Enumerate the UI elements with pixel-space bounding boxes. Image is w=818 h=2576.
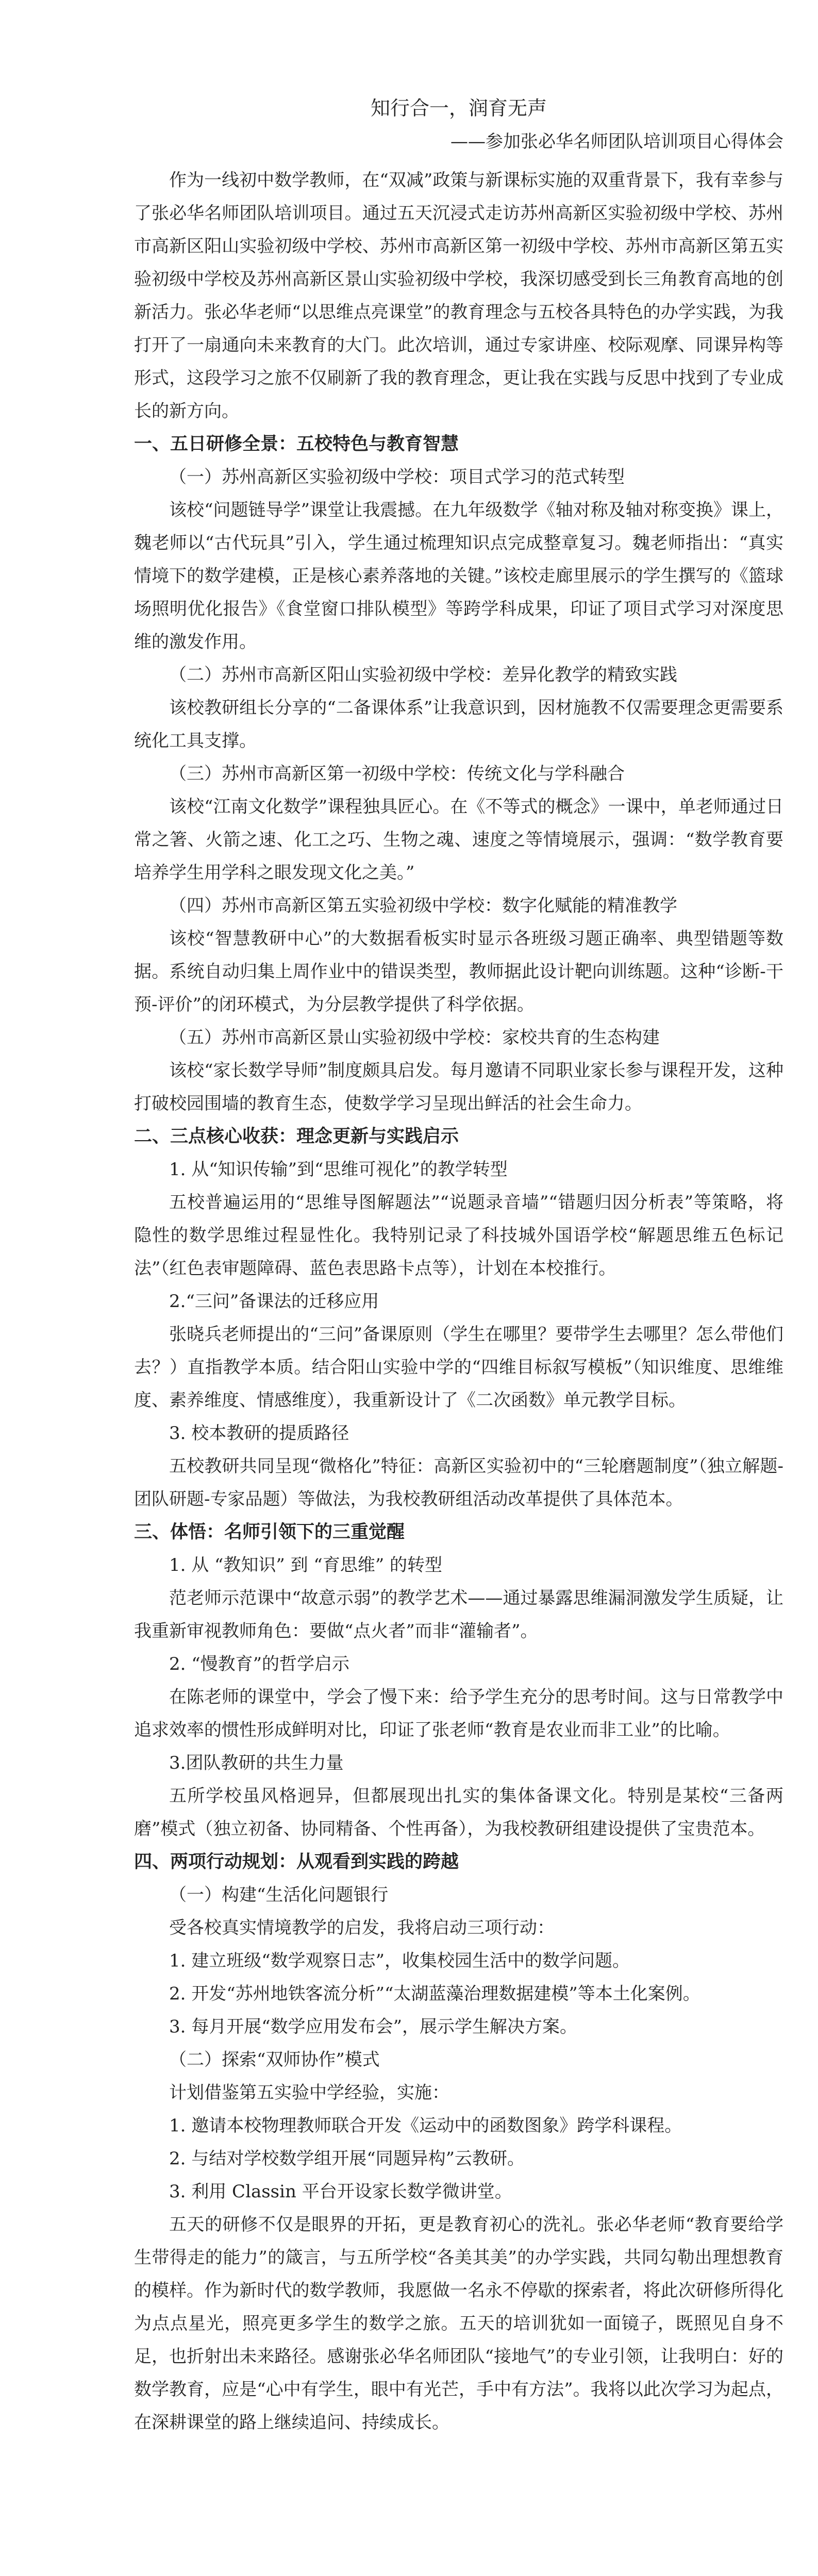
- section-4-item-2: 2. 开发“苏州地铁客流分析”“太湖蓝藻治理数据建模”等本土化案例。: [169, 1984, 700, 2004]
- section-1-para-3: 该校“江南文化数学”课程独具匠心。在《不等式的概念》一课中，单老师通过日常之箸、火箭之速、化工之巧、生物之魂、速度之等情境展示，强调：“数学教育要培养学生用学科之眼发现文化之美。”: [134, 796, 783, 883]
- section-1-sub-5: （五）苏州市高新区景山实验初级中学校：家校共育的生态构建: [169, 1027, 660, 1048]
- section-4-para-1: 受各校真实情境教学的启发，我将启动三项行动：: [169, 1918, 555, 1938]
- section-3-heading: 三、体悟：名师引领下的三重觉醒: [134, 1521, 405, 1543]
- document-title: 知行合一，润育无声: [370, 97, 547, 120]
- section-2-item-2: 2.“三问”备课法的迁移应用: [169, 1291, 379, 1312]
- section-3-item-1: 1. 从 “教知识” 到 “育思维” 的转型: [169, 1555, 443, 1575]
- section-3-para-3: 五所学校虽风格迥异，但都展现出扎实的集体备课文化。特别是某校“三备两磨”模式（独立初备、协同精备、个性再备），为我校教研组建设提供了宝贵范本。: [134, 1786, 783, 1839]
- section-3-item-3: 3.团队教研的共生力量: [169, 1753, 344, 1773]
- document-body: [134, 93, 783, 2439]
- section-4-item-1: 1. 建立班级“数学观察日志”，收集校园生活中的数学问题。: [169, 1951, 630, 1971]
- section-4-heading: 四、两项行动规划：从观看到实践的跨越: [134, 1851, 459, 1872]
- closing-paragraph: 五天的研修不仅是眼界的开拓，更是教育初心的洗礼。张必华老师“教育要给学生带得走的能力”的箴言，与五所学校“各美其美”的办学实践，共同勾勒出理想教育的模样。作为新时代的数学教师，我愿做一名永不停歇的探索者，将此次研修所得化为点点星光，照亮更多学生的数学之旅。五天的培训犹如一面镜子，既照见自身不足，也折射出未来路径。感谢张必华名师团队“接地气”的专业引领，让我明白：好的数学教育，应是“心中有学生，眼中有光芒，手中有方法”。我将以此次学习为起点，在深耕课堂的路上继续追问、持续成长。: [134, 2214, 783, 2433]
- section-4-item-4: 1. 邀请本校物理教师联合开发《运动中的函数图象》跨学科课程。: [169, 2115, 682, 2136]
- section-2-para-3: 五校教研共同呈现“微格化”特征：高新区实验初中的“三轮磨题制度”（独立解题-团队研题-专家品题）等做法，为我校教研组活动改革提供了具体范本。: [134, 1456, 783, 1510]
- section-2-heading: 二、三点核心收获：理念更新与实践启示: [134, 1126, 459, 1147]
- section-3-para-1: 范老师示范课中“故意示弱”的教学艺术——通过暴露思维漏洞激发学生质疑，让我重新审视教师角色：要做“点火者”而非“灌输者”。: [134, 1588, 783, 1641]
- section-4-item-5: 2. 与结对学校数学组开展“同题异构”云教研。: [169, 2148, 525, 2169]
- intro-paragraph: 作为一线初中数学教师，在“双减”政策与新课标实施的双重背景下，我有幸参与了张必华名师团队培训项目。通过五天沉浸式走访苏州高新区实验初级中学校、苏州市高新区阳山实验初级中学校、苏州市高新区第一初级中学校、苏州市高新区第五实验初级中学校及苏州高新区景山实验初级中学校，我深切感受到长三角教育高地的创新活力。张必华老师“以思维点亮课堂”的教育理念与五校各具特色的办学实践，为我打开了一扇通向未来教育的大门。此次培训，通过专家讲座、校际观摩、同课异构等形式，这段学习之旅不仅刷新了我的教育理念，更让我在实践与反思中找到了专业成长的新方向。: [134, 170, 783, 421]
- section-1-heading: 一、五日研修全景：五校特色与教育智慧: [134, 433, 459, 454]
- section-1-sub-1: （一）苏州高新区实验初级中学校：项目式学习的范式转型: [169, 467, 625, 487]
- section-2-para-1: 五校普遍运用的“思维导图解题法”“说题录音墙”“错题归因分析表”等策略，将隐性的数学思维过程显性化。我特别记录了科技城外国语学校“解题思维五色标记法”（红色表审题障碍、蓝色表思路卡点等），计划在本校推行。: [134, 1192, 783, 1279]
- section-2-item-1: 1. 从“知识传输”到“思维可视化”的教学转型: [169, 1159, 508, 1180]
- section-4-sub-2: （二）探索“双师协作”模式: [169, 2049, 380, 2070]
- document-subtitle: ——参加张必华名师团队培训项目心得体会: [450, 131, 783, 152]
- section-1-para-4: 该校“智慧教研中心”的大数据看板实时显示各班级习题正确率、典型错题等数据。系统自动归集上周作业中的错误类型，教师据此设计靶向训练题。这种“诊断-干预-评价”的闭环模式，为分层教学提供了科学依据。: [134, 928, 783, 1015]
- section-1-para-5: 该校“家长数学导师”制度颇具启发。每月邀请不同职业家长参与课程开发，这种打破校园围墙的教育生态，使数学学习呈现出鲜活的社会生命力。: [134, 1060, 783, 1114]
- section-1-sub-2: （二）苏州市高新区阳山实验初级中学校：差异化教学的精致实践: [169, 665, 677, 685]
- section-4-item-6: 3. 利用 Classin 平台开设家长数学微讲堂。: [169, 2181, 512, 2202]
- section-4-item-3: 3. 每月开展“数学应用发布会”，展示学生解决方案。: [169, 2016, 578, 2037]
- section-1-sub-3: （三）苏州市高新区第一初级中学校：传统文化与学科融合: [169, 764, 625, 784]
- section-3-item-2: 2. “慢教育”的哲学启示: [169, 1654, 350, 1674]
- section-4-para-2: 计划借鉴第五实验中学经验，实施：: [169, 2082, 449, 2103]
- section-3-para-2: 在陈老师的课堂中，学会了慢下来：给予学生充分的思考时间。这与日常教学中追求效率的惯性形成鲜明对比，印证了张老师“教育是农业而非工业”的比喻。: [134, 1687, 783, 1740]
- section-1-para-2: 该校教研组长分享的“二备课体系”让我意识到，因材施教不仅需要理念更需要系统化工具支撑。: [134, 698, 783, 751]
- section-1-sub-4: （四）苏州市高新区第五实验初级中学校：数字化赋能的精准教学: [169, 895, 677, 916]
- section-2-para-2: 张晓兵老师提出的“三问”备课原则（学生在哪里？要带学生去哪里？怎么带他们去？）直指教学本质。结合阳山实验中学的“四维目标叙写模板”（知识维度、思维维度、素养维度、情感维度），我重新设计了《二次函数》单元教学目标。: [134, 1324, 783, 1411]
- section-1-para-1: 该校“问题链导学”课堂让我震撼。在九年级数学《轴对称及轴对称变换》课上，魏老师以“古代玩具”引入，学生通过梳理知识点完成整章复习。魏老师指出：“真实情境下的数学建模，正是核心素养落地的关键。”该校走廊里展示的学生撰写的《篮球场照明优化报告》《食堂窗口排队模型》等跨学科成果，印证了项目式学习对深度思维的激发作用。: [134, 500, 783, 652]
- section-2-item-3: 3. 校本教研的提质路径: [169, 1423, 349, 1444]
- section-4-sub-1: （一）构建“生活化问题银行: [169, 1885, 389, 1905]
